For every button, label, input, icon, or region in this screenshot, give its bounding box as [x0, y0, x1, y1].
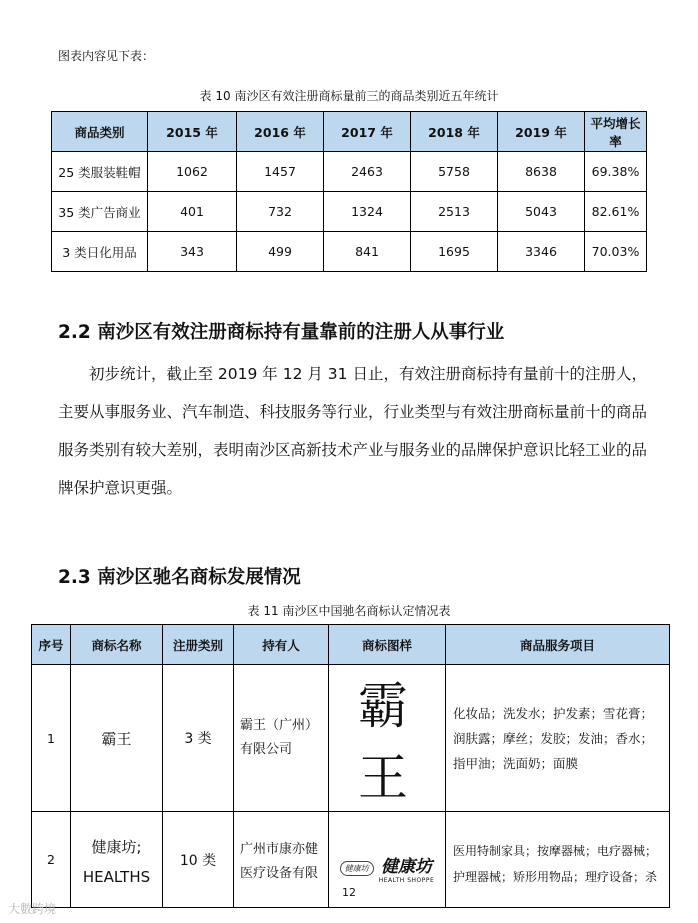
table-cell: 69.38%	[585, 152, 647, 192]
table10-header: 2019 年	[498, 112, 585, 152]
table10-header: 2016 年	[237, 112, 324, 152]
table-cell: 732	[237, 192, 324, 232]
table-cell: 82.61%	[585, 192, 647, 232]
table10-caption: 表 10 南沙区有效注册商标量前三的商品类别近五年统计	[199, 89, 499, 103]
table-row	[52, 232, 647, 272]
table11-header: 序号	[32, 625, 71, 665]
row-number: 2	[32, 812, 71, 908]
section-2-2-paragraph: 初步统计，截止至 2019 年 12 月 31 日止，有效注册商标持有量前十的注册人，主要从事服务业、汽车制造、科技服务等行业，行业类型与有效注册商标量前十的商品服务类别有较大差别，表明南沙区高新技术产业与服务业的品牌保护意识比轻工业的品牌保护意识更强。	[58, 365, 648, 497]
table-cell: 1457	[237, 152, 324, 192]
table10-header-row	[52, 112, 647, 152]
trademark-holder: 霸王（广州）有限公司	[234, 665, 329, 812]
table10	[51, 111, 647, 272]
table10-header: 2015 年	[148, 112, 237, 152]
jiankangfang-logo-wordmark	[379, 852, 435, 884]
table-cell: 25 类服装鞋帽	[52, 152, 148, 192]
table11-header: 注册类别	[163, 625, 234, 665]
table10-header: 商品类别	[52, 112, 148, 152]
table-cell: 8638	[498, 152, 585, 192]
trademark-holder: 广州市康亦健医疗设备有限	[234, 812, 329, 908]
table11-caption: 表 11 南沙区中国驰名商标认定情况表	[247, 604, 451, 618]
table-cell: 2513	[411, 192, 498, 232]
table-cell: 1062	[148, 152, 237, 192]
registration-category: 3 类	[163, 665, 234, 812]
table-cell: 2463	[324, 152, 411, 192]
jiankangfang-logo	[340, 852, 435, 884]
trademark-name: 健康坊; HEALTHS	[71, 812, 163, 908]
table11	[31, 624, 670, 908]
table-row	[52, 152, 647, 192]
table11-header: 商标名称	[71, 625, 163, 665]
table-cell: 70.03%	[585, 232, 647, 272]
table11-header: 商品服务项目	[446, 625, 670, 665]
section-2-3-title: 2.3 南沙区驰名商标发展情况	[58, 567, 301, 588]
table-row	[52, 192, 647, 232]
table-cell: 5758	[411, 152, 498, 192]
table-cell: 401	[148, 192, 237, 232]
table-cell: 1324	[324, 192, 411, 232]
goods-services: 化妆品；洗发水；护发素；雪花膏；润肤露；摩丝；发胶；发油；香水；指甲油；洗面奶；面膜	[446, 665, 670, 812]
table11-header: 持有人	[234, 625, 329, 665]
table10-header: 2017 年	[324, 112, 411, 152]
trademark-name: 霸王	[71, 665, 163, 812]
table-cell: 3346	[498, 232, 585, 272]
table10-header: 2018 年	[411, 112, 498, 152]
jiankangfang-logo-badge: 健康坊	[340, 861, 374, 876]
table10-header: 平均增长率	[585, 112, 647, 152]
trademark-logo	[329, 665, 446, 812]
table-row	[32, 665, 670, 812]
jiankangfang-logo-text: 健康坊	[380, 857, 432, 877]
jiankangfang-logo-sub: HEALTH SHOPPE	[378, 877, 435, 884]
table-cell: 499	[237, 232, 324, 272]
table-cell: 3 类日化用品	[52, 232, 148, 272]
bawang-logo-text: 霸王	[358, 677, 416, 807]
table-cell: 5043	[498, 192, 585, 232]
goods-services: 医用特制家具；按摩器械；电疗器械；护理器械；矫形用物品；理疗设备；杀	[446, 812, 670, 908]
table-cell: 343	[148, 232, 237, 272]
table11-header-row	[32, 625, 670, 665]
table-cell: 841	[324, 232, 411, 272]
section-2-2-title: 2.2 南沙区有效注册商标持有量靠前的注册人从事行业	[58, 322, 505, 343]
page-number: 12	[342, 886, 356, 899]
table-cell: 1695	[411, 232, 498, 272]
registration-category: 10 类	[163, 812, 234, 908]
table-cell: 35 类广告商业	[52, 192, 148, 232]
watermark: 大數跨境	[8, 902, 57, 916]
intro-text: 图表内容见下表：	[58, 49, 155, 63]
row-number: 1	[32, 665, 71, 812]
table11-header: 商标图样	[329, 625, 446, 665]
